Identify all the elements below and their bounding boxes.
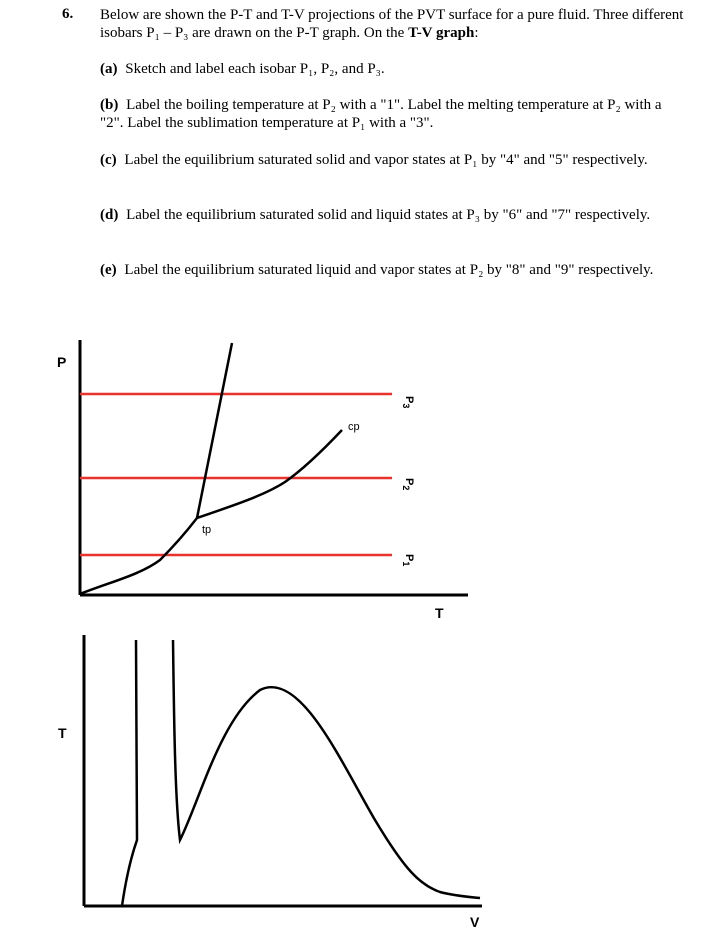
tv-x-axis-label: V xyxy=(470,914,480,930)
intro-end: : xyxy=(474,25,479,41)
part-e-text: Label the equilibrium saturated liquid and vapor states at P₂ by "8" and "9" respectively. xyxy=(124,262,654,278)
liquid-vapor-dome xyxy=(173,640,480,898)
isobar-p3-label xyxy=(401,396,415,408)
part-e-tag: (e) xyxy=(100,262,117,278)
part-a-text: Sketch and label each isobar P₁, P₂, and P₃. xyxy=(125,61,385,77)
part-a-tag: (a) xyxy=(100,61,118,77)
pt-x-axis-label: T xyxy=(435,605,444,621)
triple-point-label: tp xyxy=(202,524,212,536)
pt-diagram xyxy=(57,340,468,621)
intro-bold: T-V graph xyxy=(408,25,475,41)
svg-text:P3: $P_3$ xyxy=(401,396,415,409)
isobar-p2-label xyxy=(401,478,415,490)
tv-diagram xyxy=(58,635,482,930)
part-d-tag: (d) xyxy=(100,207,119,223)
svg-text:P2: $P_2$ xyxy=(401,478,415,491)
question-number: 6. xyxy=(62,6,74,22)
part-b-text: Label the boiling temperature at P₂ with a "1". Label the melting temperature at P₂ with a "2". Label the sublimation temperature at P₁ with a "3". xyxy=(100,97,662,131)
critical-point-label: cp xyxy=(348,421,360,433)
pt-y-axis-label: P xyxy=(57,354,67,370)
melting-curve xyxy=(197,343,232,518)
intro-text: Below are shown the P-T and T-V projections of the PVT surface for a pure fluid. Three different isobars P₁ – P₃ are drawn on the P-T graph. On the xyxy=(100,7,684,41)
isobar-p1-label xyxy=(401,554,415,566)
part-c-text: Label the equilibrium saturated solid and vapor states at P₁ by "4" and "5" respectively. xyxy=(124,152,648,168)
part-d-text: Label the equilibrium saturated solid and liquid states at P₃ by "6" and "7" respectively. xyxy=(126,207,651,223)
svg-text:P1: $P_1$ xyxy=(401,554,415,567)
vaporization-curve xyxy=(197,430,342,518)
part-b-tag: (b) xyxy=(100,97,119,113)
tv-y-axis-label: T xyxy=(58,725,67,741)
solid-line-left xyxy=(122,640,137,906)
part-c-tag: (c) xyxy=(100,152,117,168)
